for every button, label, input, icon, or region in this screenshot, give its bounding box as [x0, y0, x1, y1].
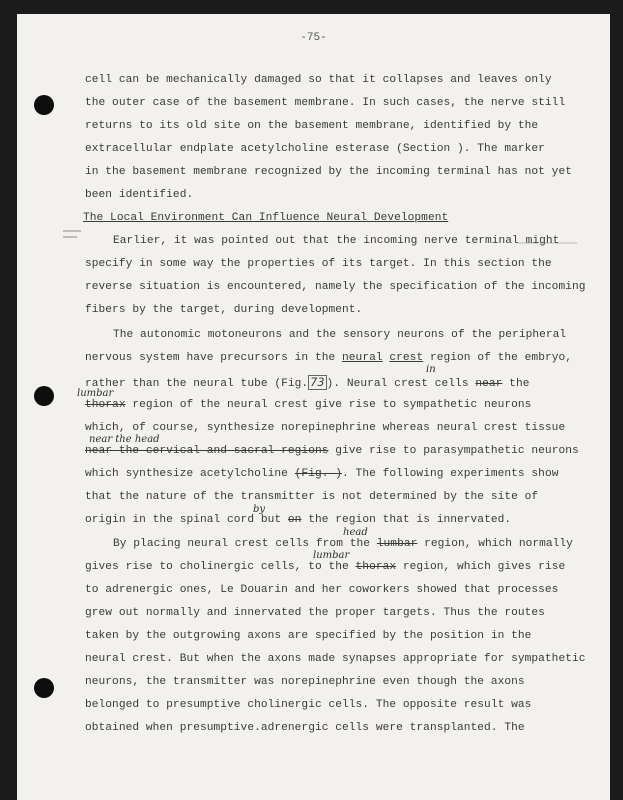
text-line: Earlier, it was pointed out that the incoming nerve terminal might [113, 235, 560, 247]
binder-hole [34, 95, 54, 115]
text-line: extracellular endplate acetylcholine esterase (Section ). The marker [85, 143, 545, 155]
handwritten-head: head [343, 527, 368, 538]
text-line: cell can be mechanically damaged so that it collapses and leaves only [85, 74, 552, 86]
text-line: the outer case of the basement membrane. In such cases, the nerve still [85, 97, 566, 109]
handwritten-lumbar-2: lumbar [313, 550, 350, 561]
text-line: returns to its old site on the basement membrane, identified by the [85, 120, 539, 132]
text-line: specify in some way the properties of its target. In this section the [85, 258, 552, 270]
handwritten-near-the-head: near the head [89, 434, 160, 445]
text-line: obtained when presumptive.adrenergic cells were transplanted. The [85, 722, 525, 734]
text-line: belonged to presumptive cholinergic cells. The opposite result was [85, 699, 532, 711]
text-line: neurons, the transmitter was norepinephrine even though the axons [85, 676, 525, 688]
section-heading: The Local Environment Can Influence Neural Development [83, 212, 449, 224]
text-line: fibers by the target, during development. [85, 304, 363, 316]
text-line: grew out normally and innervated the proper targets. Thus the routes [85, 607, 545, 619]
text-line: By placing neural crest cells from the lumbar region, which normally [113, 538, 573, 550]
text-line: nervous system have precursors in the neural crest region of the embryo, [85, 352, 573, 364]
binder-hole [34, 678, 54, 698]
text-line: in the basement membrane recognized by the incoming terminal has not yet [85, 166, 572, 178]
text-line: The autonomic motoneurons and the sensory neurons of the peripheral [113, 329, 567, 341]
handwritten-in: in [426, 364, 436, 375]
text-line: been identified. [85, 189, 194, 201]
text-line: reverse situation is encountered, namely the specification of the incoming [85, 281, 586, 293]
text-line: near the cervical and sacral regions give rise to parasympathetic neurons [85, 445, 579, 457]
text-line: that the nature of the transmitter is not determined by the site of [85, 491, 539, 503]
text-line: origin in the spinal cord but on the region that is innervated. [85, 514, 512, 526]
handwritten-by: by [253, 504, 266, 515]
text-line: taken by the outgrowing axons are specified by the position in the [85, 630, 532, 642]
text-line: thorax region of the neural crest give rise to sympathetic neurons [85, 399, 532, 411]
text-line: to adrenergic ones, Le Douarin and her coworkers showed that processes [85, 584, 559, 596]
text-line: neural crest. But when the axons made synapses appropriate for sympathetic [85, 653, 586, 665]
text-line: gives rise to cholinergic cells, to the thorax region, which gives rise [85, 561, 566, 573]
binder-hole [34, 386, 54, 406]
margin-scribble [63, 230, 81, 232]
page-number: -75- [300, 32, 327, 44]
text-line: rather than the neural tube (Fig. 73 ). Neural crest cells near the [85, 376, 530, 390]
document-page [17, 14, 610, 800]
handwritten-lumbar: lumbar [77, 388, 114, 399]
margin-scribble [63, 236, 77, 238]
text-line: which, of course, synthesize norepinephrine whereas neural crest tissue [85, 422, 566, 434]
text-line: which synthesize acetylcholine (Fig. ). The following experiments show [85, 468, 559, 480]
